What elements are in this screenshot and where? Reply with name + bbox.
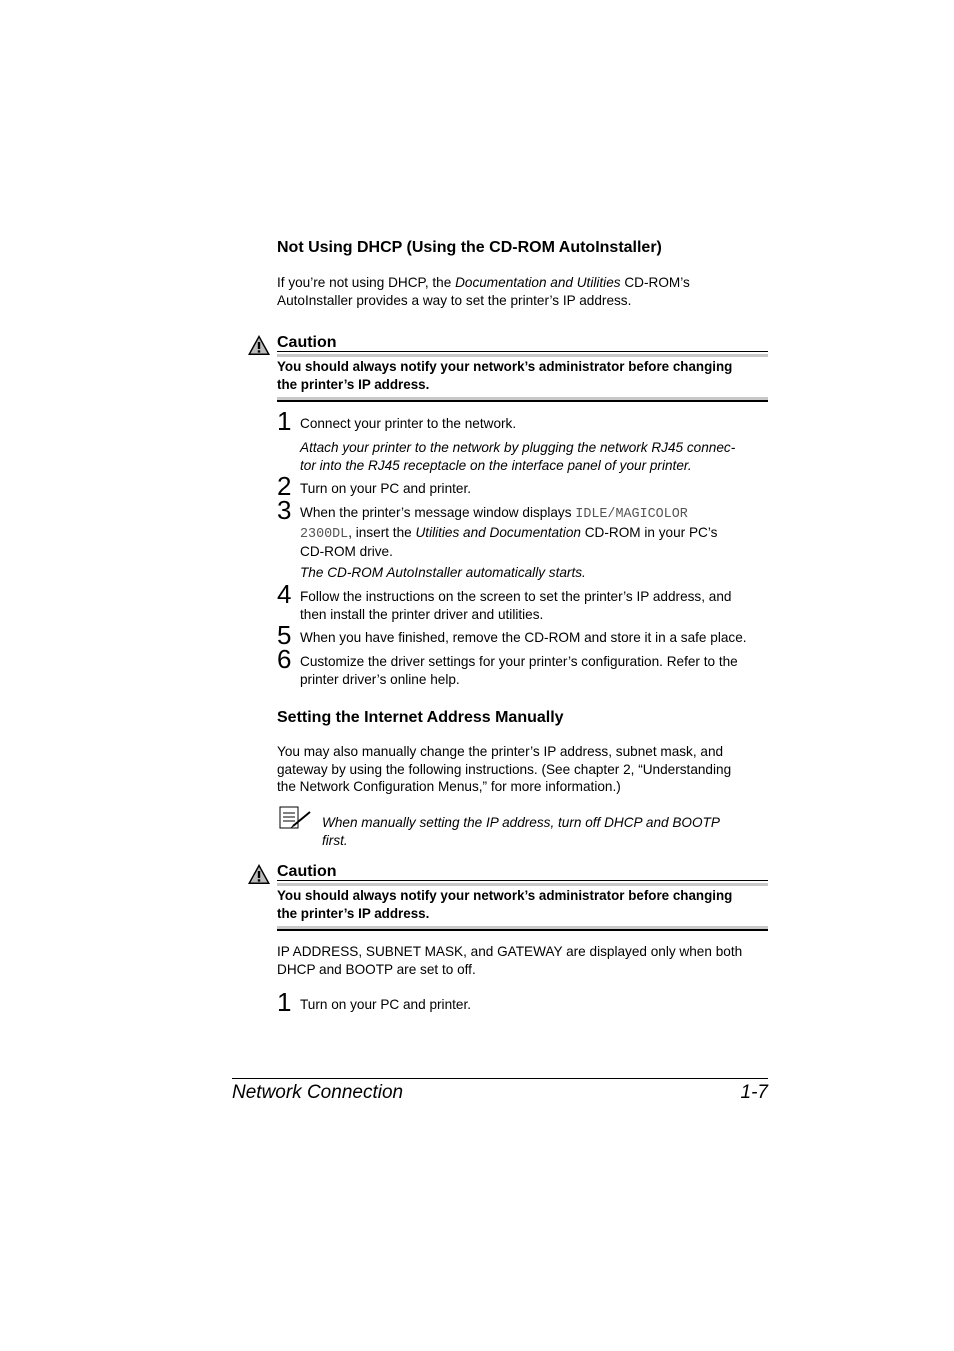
step-number: 2	[277, 471, 292, 501]
step-text: Customize the driver settings for your printer’s configuration. Refer to the printer driver’s online help.	[300, 654, 738, 687]
caution-rule-bottom	[277, 400, 768, 402]
warning-triangle-icon	[247, 334, 271, 356]
note-text: When manually setting the IP address, turn off DHCP and BOOTP first.	[322, 815, 720, 848]
step-text: Connect your printer to the network.	[300, 416, 517, 431]
step-text: When the printer’s message window displays IDLE/MAGICOLOR 2300DL, insert the Utilities and Documentation CD-ROM in your PC’s CD-ROM drive.	[300, 505, 718, 559]
warning-triangle-icon	[247, 863, 271, 885]
step-number: 3	[277, 495, 292, 525]
step-number: 6	[277, 644, 292, 674]
step-number: 1	[277, 987, 292, 1017]
step-text: When you have finished, remove the CD-ROM and store it in a safe place.	[300, 630, 747, 645]
section-heading-manual: Setting the Internet Address Manually	[277, 709, 564, 726]
intro-paragraph: If you’re not using DHCP, the Documentation and Utilities CD-ROM’s AutoInstaller provides a way to set the printer’s IP address.	[277, 275, 690, 308]
caution-text: You should always notify your network’s administrator before changing the printer’s IP address.	[277, 359, 733, 392]
step-number: 5	[277, 620, 292, 650]
footer-rule	[232, 1078, 768, 1079]
caution-rule-bottom	[277, 929, 768, 931]
step-number: 4	[277, 579, 292, 609]
caution-title: Caution	[277, 863, 337, 880]
section-heading-dhcp: Not Using DHCP (Using the CD-ROM AutoInstaller)	[277, 239, 662, 256]
step-text: Turn on your PC and printer.	[300, 481, 472, 496]
caution-text: You should always notify your network’s administrator before changing the printer’s IP address.	[277, 888, 733, 921]
step-text: Turn on your PC and printer.	[300, 997, 472, 1012]
step-number: 1	[277, 406, 292, 436]
page-number: 1-7	[740, 1082, 768, 1103]
caution-rule-shade	[277, 354, 768, 357]
note-pen-icon	[279, 806, 313, 830]
step-note: Attach your printer to the network by plugging the network RJ45 connec- tor into the RJ45 receptacle on the interface panel of your printer.	[300, 440, 736, 473]
caution-rule-top	[277, 351, 768, 352]
step-text: Follow the instructions on the screen to set the printer’s IP address, and then install the printer driver and utilities.	[300, 589, 732, 622]
caution-title: Caution	[277, 334, 337, 351]
caution-rule-shade	[277, 883, 768, 886]
display-note-paragraph: IP ADDRESS, SUBNET MASK, and GATEWAY are displayed only when both DHCP and BOOTP are set to off.	[277, 944, 743, 977]
step-note: The CD-ROM AutoInstaller automatically starts.	[300, 565, 586, 580]
manual-paragraph: You may also manually change the printer’s IP address, subnet mask, and gateway by using the following instructions. (See chapter 2, “Understanding the Network Configuration Menus,” for more information.)	[277, 744, 732, 794]
caution-rule-top	[277, 880, 768, 881]
footer-title: Network Connection	[232, 1082, 404, 1103]
